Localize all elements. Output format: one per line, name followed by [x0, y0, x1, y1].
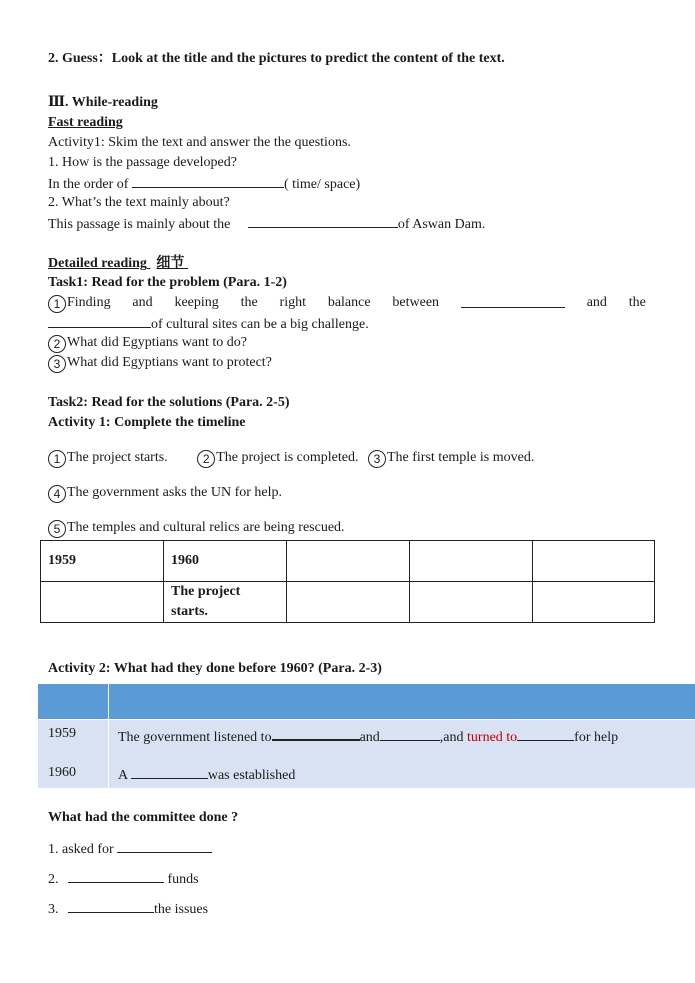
item1-word: keeping — [174, 295, 219, 310]
committee-pre: asked for — [62, 842, 114, 857]
question-1: 1. How is the passage developed? — [48, 155, 237, 170]
event-num: 4 — [48, 485, 66, 503]
events-line-3 — [48, 519, 345, 538]
event-text: The temples and cultural relics are being rescued. — [67, 520, 345, 535]
item3-text: What did Egyptians want to protect? — [67, 355, 272, 370]
timeline-table — [40, 540, 655, 623]
event-text: The first temple is moved. — [386, 450, 535, 465]
events-line-1 — [48, 449, 534, 468]
committee-num: 2. — [48, 872, 59, 887]
detailed-reading-heading — [48, 254, 188, 273]
committee-post: funds — [167, 872, 199, 887]
item1-blank-2[interactable] — [48, 314, 151, 328]
item1-word: right — [279, 295, 306, 310]
detailed-heading-cn: 细节 — [156, 255, 185, 271]
answer-2-suffix: of Aswan Dam. — [397, 217, 486, 232]
answer-1-suffix: ( time/ space) — [283, 177, 361, 192]
event-text: The project starts. — [67, 450, 168, 465]
committee-heading: What had the committee done ? — [48, 810, 239, 825]
row1-part: ,and — [439, 730, 464, 745]
events-line-2 — [48, 484, 282, 503]
row1-blank-2[interactable] — [380, 727, 440, 741]
timeline-cell-empty[interactable] — [41, 582, 164, 623]
task2-activity1-heading: Activity 1: Complete the timeline — [48, 415, 246, 430]
item1-word: Finding — [67, 295, 111, 310]
activity2-row-2-text — [118, 765, 295, 784]
timeline-row-2 — [41, 582, 655, 623]
answer-2-prefix: This passage is mainly about the — [48, 217, 231, 232]
answer-2-blank[interactable] — [248, 214, 398, 228]
guess-line — [48, 50, 505, 68]
item1-word: the — [240, 295, 258, 310]
circled-2: 2 — [48, 335, 66, 353]
row1-part: and — [359, 730, 380, 745]
question-2: 2. What’s the text mainly about? — [48, 195, 230, 210]
while-reading-heading: Ⅲ. While-reading — [48, 95, 158, 110]
row1-blank-1[interactable] — [272, 726, 360, 741]
row1-part: The government listened to — [118, 730, 272, 745]
timeline-cell: 1960 — [164, 541, 287, 582]
row2-blank[interactable] — [131, 765, 208, 779]
item1-word: between — [392, 295, 440, 310]
committee-item-2 — [48, 869, 199, 889]
fast-reading-heading: Fast reading — [48, 115, 123, 130]
timeline-cell-empty[interactable] — [410, 541, 533, 582]
timeline-cell-empty[interactable] — [410, 582, 533, 623]
circled-1: 1 — [48, 295, 66, 313]
task2-heading: Task2: Read for the solutions (Para. 2-5) — [48, 395, 290, 410]
timeline-cell-empty[interactable] — [533, 582, 655, 623]
committee-blank-2[interactable] — [68, 869, 164, 883]
event-text: The government asks the UN for help. — [67, 485, 282, 500]
timeline-cell: The project starts. — [164, 582, 287, 623]
event-num: 3 — [368, 450, 386, 468]
activity2-row-1-text — [118, 726, 618, 746]
task1-item-1-cont — [48, 314, 369, 334]
activity2-heading: Activity 2: What had they done before 1960? (Para. 2-3) — [48, 661, 382, 676]
timeline-cell-empty[interactable] — [533, 541, 655, 582]
committee-item-1 — [48, 839, 212, 859]
committee-blank-1[interactable] — [117, 839, 212, 853]
activity2-year: 1959 — [48, 726, 76, 741]
guess-text: Look at the title and the pictures to predict the content of the text. — [111, 51, 505, 66]
answer-1-blank[interactable] — [132, 174, 284, 188]
item1-the: the — [628, 295, 646, 310]
committee-num: 3. — [48, 902, 59, 917]
task1-item-2 — [48, 334, 247, 353]
timeline-cell-empty[interactable] — [287, 541, 410, 582]
activity2-table-body — [38, 720, 695, 788]
event-num: 1 — [48, 450, 66, 468]
answer-1-prefix: In the order of — [48, 177, 129, 192]
committee-num: 1. — [48, 842, 59, 857]
row2-part: A — [118, 768, 128, 783]
event-num: 2 — [197, 450, 215, 468]
detailed-heading-text: Detailed reading — [48, 256, 147, 271]
task1-item-1 — [48, 294, 646, 313]
item1-word: and — [132, 295, 153, 310]
row1-highlight: turned to — [467, 730, 518, 745]
task1-item-3 — [48, 354, 272, 373]
row1-blank-3[interactable] — [517, 727, 574, 741]
committee-post: the issues — [154, 902, 209, 917]
item2-text: What did Egyptians want to do? — [67, 335, 248, 350]
row1-part: for help — [574, 730, 619, 745]
answer-2-line — [48, 214, 485, 234]
activity2-table — [38, 684, 695, 788]
event-text: The project is completed. — [216, 450, 359, 465]
item1-and: and — [586, 295, 607, 310]
timeline-row-1 — [41, 541, 655, 582]
activity2-year: 1960 — [48, 765, 76, 780]
guess-label: 2. Guess： — [48, 51, 112, 66]
answer-1-line — [48, 174, 360, 194]
row2-part: was established — [207, 768, 296, 783]
item1-word: balance — [327, 295, 371, 310]
item1-cont-text: of cultural sites can be a big challenge. — [151, 317, 369, 332]
timeline-cell-empty[interactable] — [287, 582, 410, 623]
activity1-instruction: Activity1: Skim the text and answer the the questions. — [48, 135, 351, 150]
task1-heading: Task1: Read for the problem (Para. 1-2) — [48, 275, 287, 290]
timeline-cell: 1959 — [41, 541, 164, 582]
committee-item-3 — [48, 899, 208, 919]
circled-3: 3 — [48, 355, 66, 373]
committee-blank-3[interactable] — [68, 899, 154, 913]
activity2-table-header — [38, 684, 695, 719]
item1-blank-1[interactable] — [461, 294, 565, 308]
event-num: 5 — [48, 520, 66, 538]
